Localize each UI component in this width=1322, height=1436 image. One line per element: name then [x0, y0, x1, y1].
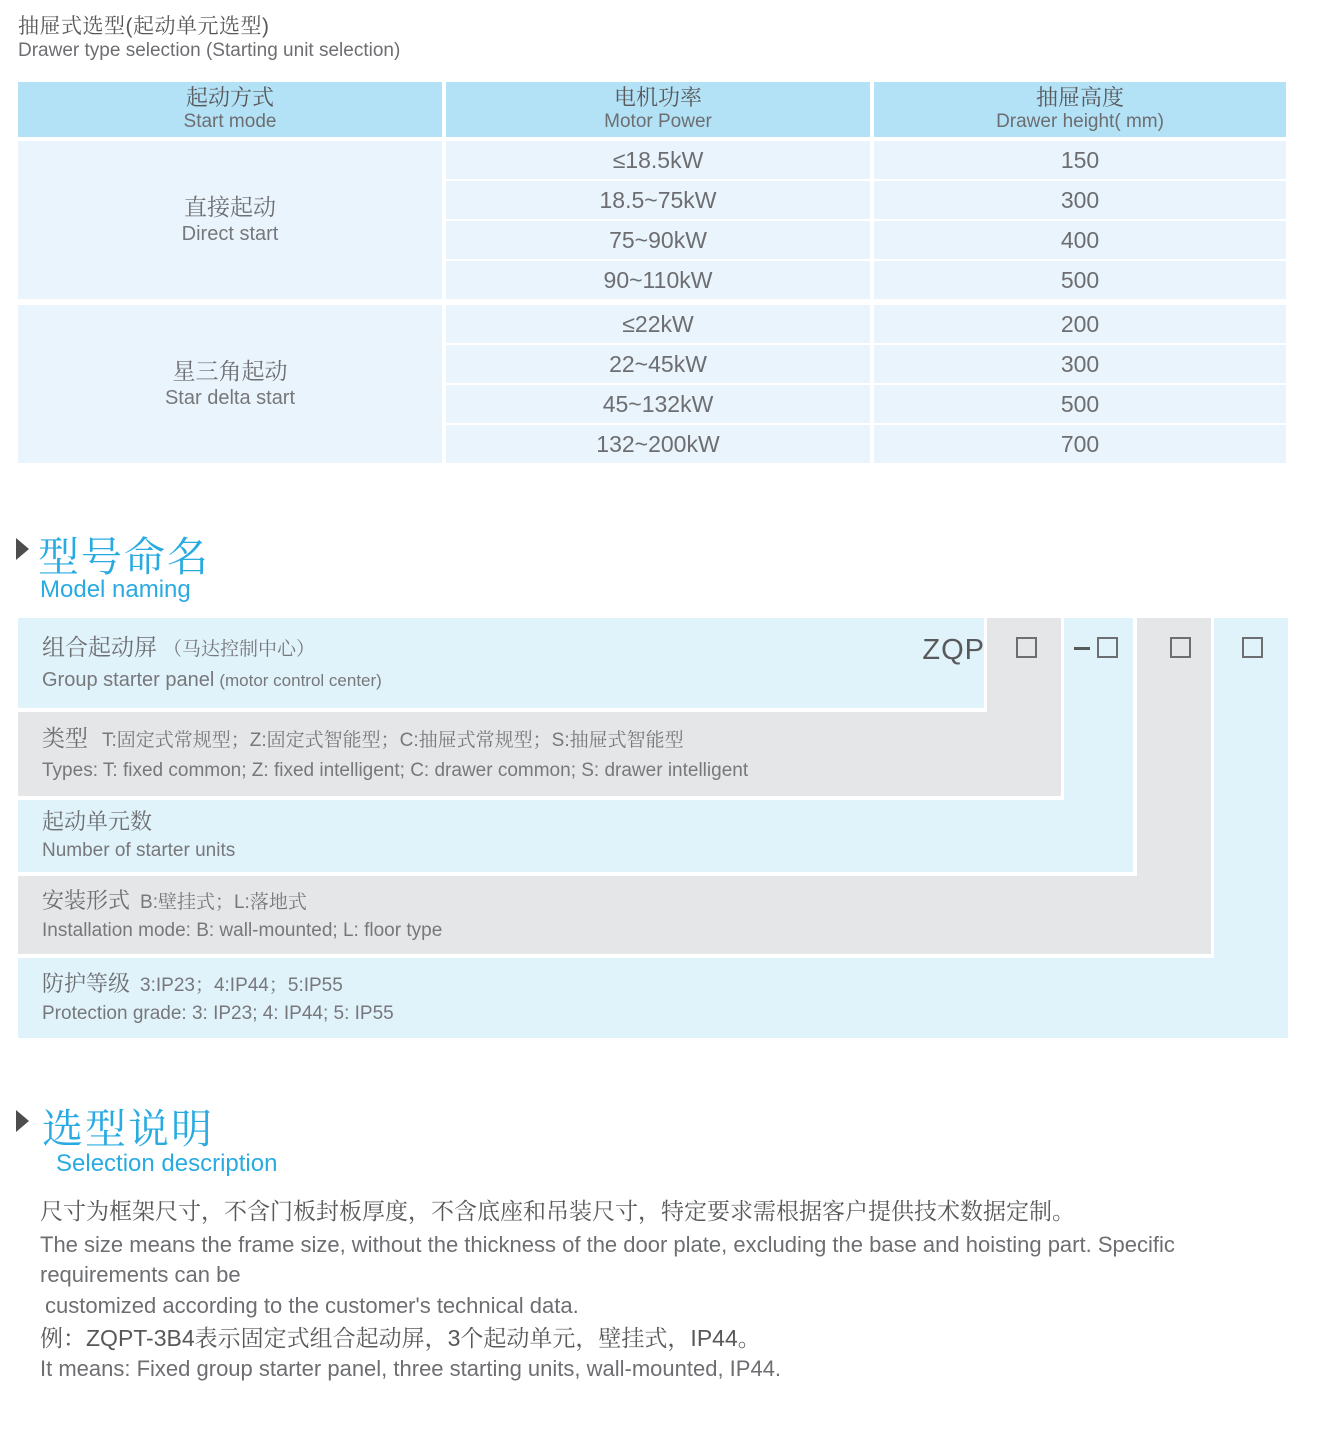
model-code-box-units — [1097, 637, 1118, 658]
height-cell: 300 — [874, 345, 1286, 383]
naming-row2-cn: 类型 — [42, 725, 88, 752]
power-cell: 75~90kW — [446, 221, 870, 259]
model-code-separator — [1074, 647, 1090, 650]
model-code-box-protection — [1242, 637, 1263, 658]
drawer-selection-table — [18, 82, 1286, 469]
mode-cell-star-delta — [18, 305, 442, 463]
naming-row-protection-grade — [18, 958, 1288, 1038]
header-start-mode-cn: 起动方式 — [185, 84, 274, 110]
power-cell: 18.5~75kW — [446, 181, 870, 219]
naming-row2-cn-note: T:固定式常规型；Z:固定式智能型；C:抽屉式常规型；S:抽屉式智能型 — [102, 730, 684, 752]
power-cell: 22~45kW — [446, 345, 870, 383]
header-drawer-height-cn: 抽屉高度 — [1035, 84, 1124, 110]
height-column-star-delta — [874, 305, 1286, 463]
page-title-en: Drawer type selection (Starting unit selection) — [18, 40, 401, 61]
table-header-row — [18, 82, 1286, 137]
naming-row1-en-note: (motor control center) — [219, 671, 382, 691]
power-column-star-delta — [446, 305, 870, 463]
model-code-prefix: ZQP — [922, 634, 985, 666]
mode-star-delta-cn: 星三角起动 — [172, 358, 288, 385]
description-line: 例：ZQPT-3B4表示固定式组合起动屏，3个起动单元，壁挂式，IP44。 — [40, 1325, 761, 1351]
naming-row3-en: Number of starter units — [42, 839, 236, 861]
height-cell: 400 — [874, 221, 1286, 259]
model-code-box-installation — [1170, 637, 1191, 658]
naming-row1-cn: 组合起动屏 — [42, 633, 157, 660]
mode-direct-start-cn: 直接起动 — [184, 194, 276, 221]
header-cell-drawer-height — [874, 82, 1286, 137]
mode-direct-start-en: Direct start — [181, 222, 279, 245]
mode-cell-direct-start — [18, 141, 442, 299]
header-cell-motor-power — [446, 82, 870, 137]
naming-row-starter-units — [18, 800, 1133, 872]
description-line: It means: Fixed group starter panel, three starting units, wall-mounted, IP44. — [40, 1355, 782, 1381]
naming-row4-cn: 安装形式 — [42, 887, 131, 913]
power-cell: ≤22kW — [446, 305, 870, 343]
power-column-direct-start — [446, 141, 870, 299]
naming-row4-en: Installation mode: B: wall-mounted; L: floor type — [42, 919, 443, 941]
naming-row5-en: Protection grade: 3: IP23; 4: IP44; 5: IP55 — [42, 1002, 394, 1024]
height-cell: 700 — [874, 425, 1286, 463]
height-cell: 200 — [874, 305, 1286, 343]
section-arrow-icon — [16, 1110, 29, 1132]
section-arrow-icon — [16, 538, 29, 560]
height-column-direct-start — [874, 141, 1286, 299]
power-cell: ≤18.5kW — [446, 141, 870, 179]
naming-row2-en: Types: T: fixed common; Z: fixed intelligent; C: drawer common; S: drawer intelligent — [42, 760, 749, 781]
page-title-cn: 抽屉式选型(起动单元选型) — [18, 15, 270, 38]
mode-star-delta-en: Star delta start — [164, 386, 296, 409]
selection-description-heading-cn: 选型说明 — [42, 1106, 214, 1152]
naming-row1-en: Group starter panel — [42, 669, 215, 692]
model-code-box-type — [1016, 637, 1037, 658]
description-line: customized according to the customer's technical data. — [45, 1292, 579, 1318]
header-motor-power-en: Motor Power — [604, 111, 712, 133]
model-naming-heading-en: Model naming — [40, 576, 191, 603]
naming-row-installation-mode — [18, 876, 1211, 954]
naming-row4-cn-note: B:壁挂式；L:落地式 — [140, 891, 307, 913]
selection-description-body — [40, 1196, 1300, 1384]
naming-row3-cn: 起动单元数 — [42, 809, 153, 835]
height-cell: 300 — [874, 181, 1286, 219]
power-cell: 132~200kW — [446, 425, 870, 463]
power-cell: 45~132kW — [446, 385, 870, 423]
height-cell: 500 — [874, 385, 1286, 423]
table-group-direct-start — [18, 141, 1286, 299]
description-line: The size means the frame size, without the thickness of the door plate, excluding the base and hoisting part. Specific requirements can be — [40, 1231, 1175, 1287]
table-group-star-delta — [18, 305, 1286, 463]
description-line: 尺寸为框架尺寸，不含门板封板厚度，不含底座和吊装尺寸，特定要求需根据客户提供技术数据定制。 — [40, 1198, 1075, 1224]
height-cell: 150 — [874, 141, 1286, 179]
naming-row5-cn-note: 3:IP23；4:IP44；5:IP55 — [140, 974, 343, 996]
model-naming-heading-cn: 型号命名 — [38, 534, 210, 580]
naming-row1-cn-note: （马达控制中心） — [163, 638, 316, 660]
selection-description-heading-en: Selection description — [56, 1150, 278, 1177]
header-start-mode-en: Start mode — [183, 111, 277, 133]
power-cell: 90~110kW — [446, 261, 870, 299]
height-cell: 500 — [874, 261, 1286, 299]
naming-row5-cn: 防护等级 — [42, 970, 131, 996]
naming-row-type — [18, 712, 1061, 796]
header-cell-start-mode — [18, 82, 442, 137]
header-motor-power-cn: 电机功率 — [613, 84, 702, 110]
naming-row-group-starter-panel — [18, 618, 984, 708]
header-drawer-height-en: Drawer height( mm) — [996, 111, 1164, 133]
